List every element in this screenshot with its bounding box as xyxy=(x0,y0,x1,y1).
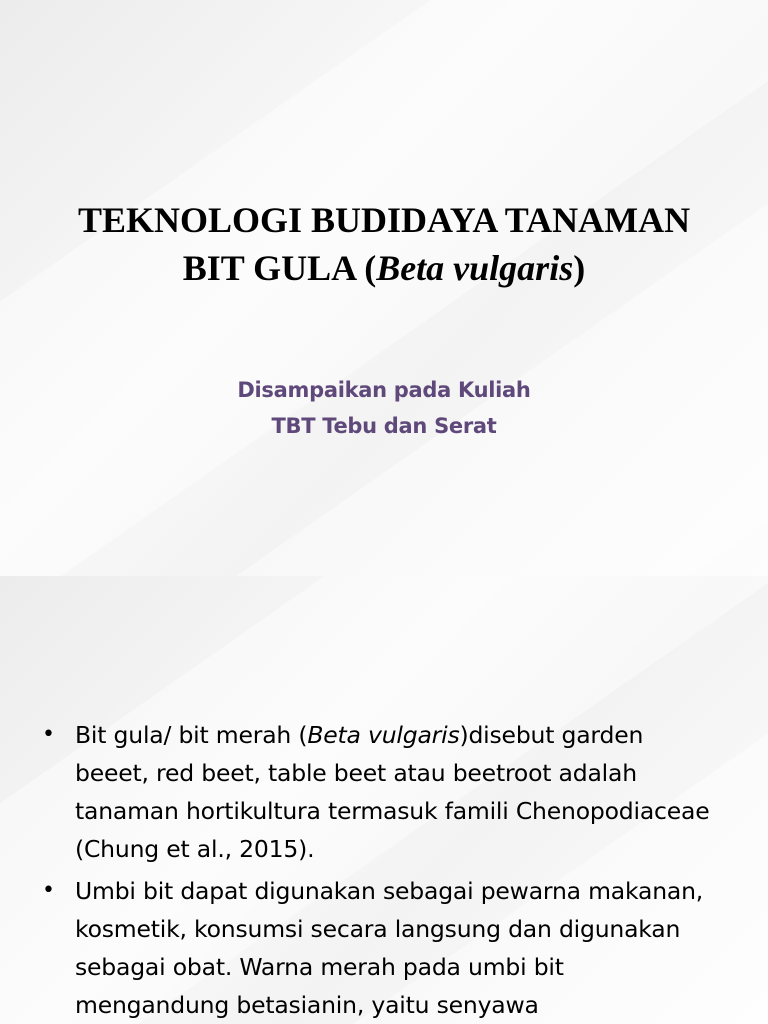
bullet-list xyxy=(42,716,722,1024)
bullet-1-prefix: Bit gula/ bit merah ( xyxy=(75,721,308,749)
title-line-2-prefix: BIT GULA ( xyxy=(182,248,377,288)
bullet-item xyxy=(42,716,722,868)
content-slide xyxy=(0,576,768,1024)
bullet-marker: • xyxy=(42,722,55,747)
subtitle-line-2: TBT Tebu dan Serat xyxy=(271,414,497,438)
title-line-2-suffix: ) xyxy=(573,248,586,288)
bullet-item xyxy=(42,872,722,1024)
bullet-marker: • xyxy=(42,878,55,903)
title-species-name: Beta vulgaris xyxy=(376,248,574,288)
bullet-1-species-name: Beta vulgaris xyxy=(307,721,460,749)
title-line-1: TEKNOLOGI BUDIDAYA TANAMAN xyxy=(77,200,691,240)
bullet-1-suffix: )disebut garden beeet, red beet, table beet atau beetroot adalah tanaman hortikultura termasuk famili Chenopodiaceae (Chung et al., 2015). xyxy=(75,721,710,863)
title-line-2 xyxy=(0,244,768,292)
slide-subtitle xyxy=(0,372,768,444)
subtitle-line-1: Disampaikan pada Kuliah xyxy=(237,378,531,402)
bullet-2-text: Umbi bit dapat digunakan sebagai pewarna makanan, kosmetik, konsumsi secara langsung dan digunakan sebagai obat. Warna merah pada umbi bit mengandung betasianin, yaitu senyawa xyxy=(75,877,704,1019)
slide-title xyxy=(0,196,768,292)
